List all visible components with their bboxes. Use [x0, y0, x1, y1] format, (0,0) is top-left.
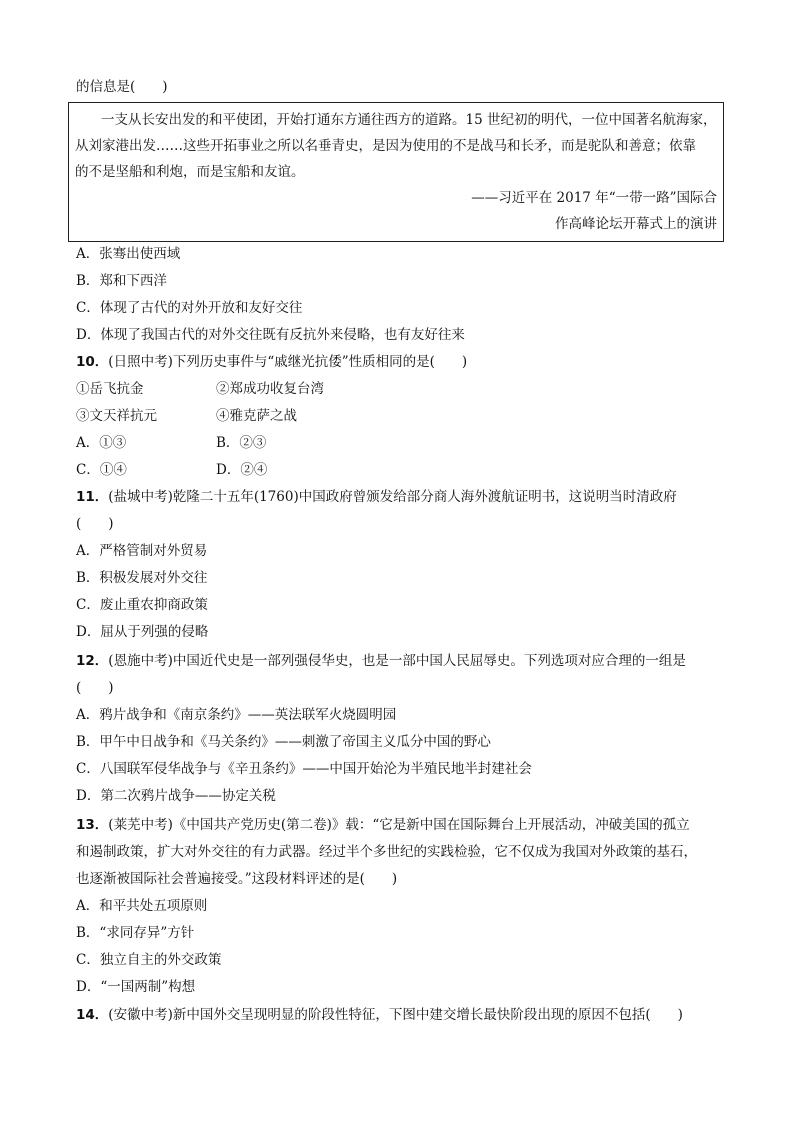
q13-option-a: A．和平共处五项原则: [76, 898, 208, 914]
q10-item-3: ③文天祥抗元: [76, 408, 157, 424]
q9-option-d: D．体现了我国古代的对外交往既有反抗外来侵略，也有友好往来: [76, 327, 465, 343]
q10-item-4: ④雅克萨之战: [216, 408, 297, 424]
q13-option-c: C．独立自主的外交政策: [76, 952, 222, 968]
q13-stem-3: 也逐渐被国际社会普遍接受。”这段材料评述的是( ): [76, 871, 398, 887]
q10-items-row-1: [76, 380, 144, 398]
q9-option-a: A．张骞出使西域: [76, 246, 181, 262]
q10-item-1: ①岳飞抗金: [76, 381, 144, 397]
q9-option-c: C．体现了古代的对外开放和友好交往: [76, 300, 303, 316]
q14-stem-text: (安徽中考)新中国外交呈现明显的阶段性特征，下图中建交增长最快阶段出现的原因不包括( ): [108, 1007, 683, 1023]
q12-option-c: C．八国联军侵华战争与《辛丑条约》——中国开始沦为半殖民地半封建社会: [76, 761, 532, 777]
q10-option-d: D．②④: [216, 462, 268, 478]
quote-source-2: 作高峰论坛开幕式上的演讲: [555, 216, 717, 232]
q12-stem-text: (恩施中考)中国近代史是一部列强侵华史，也是一部中国人民屈辱史。下列选项对应合理的一组是: [108, 653, 686, 669]
q10-number: 10．: [76, 354, 109, 370]
q10-item-2: ②郑成功收复台湾: [216, 381, 324, 397]
q10-option-c: C．①④: [76, 462, 127, 478]
q13-stem: [76, 816, 690, 834]
quote-source-1: ——习近平在 2017 年“一带一路”国际合: [471, 190, 717, 206]
question-9-stem-tail: 的信息是( ): [76, 79, 168, 95]
q12-option-a: A．鸦片战争和《南京条约》——英法联军火烧圆明园: [76, 707, 397, 723]
q10-stem: [76, 353, 467, 371]
q13-option-d: D．“一国两制”构想: [76, 979, 196, 995]
q12-option-b: B．甲午中日战争和《马关条约》——刺激了帝国主义瓜分中国的野心: [76, 734, 491, 750]
quote-box: [68, 102, 724, 242]
q10-stem-text: (日照中考)下列历史事件与“戚继光抗倭”性质相同的是( ): [108, 354, 468, 370]
q13-number: 13．: [76, 817, 109, 833]
q11-option-c: C．废止重农抑商政策: [76, 597, 208, 613]
q9-option-b: B．郑和下西洋: [76, 273, 167, 289]
q11-option-d: D．屈从于列强的侵略: [76, 624, 209, 640]
q11-option-a: A．严格管制对外贸易: [76, 543, 208, 559]
q14-number: 14．: [76, 1007, 109, 1023]
q10-option-b: B．②③: [216, 435, 267, 451]
q10-option-a: A．①③: [76, 435, 127, 451]
q11-option-b: B．积极发展对外交往: [76, 570, 208, 586]
q13-stem-text: (莱芜中考)《中国共产党历史(第二卷)》载：“它是新中国在国际舞台上开展活动，冲破美国的孤立: [108, 817, 690, 833]
q12-stem: [76, 652, 686, 670]
q12-number: 12．: [76, 653, 109, 669]
q12-option-d: D．第二次鸦片战争——协定关税: [76, 788, 276, 804]
q14-stem: [76, 1006, 683, 1024]
q11-number: 11．: [76, 489, 109, 505]
q13-stem-2: 和遏制政策，扩大对外交往的有力武器。经过半个多世纪的实践检验，它不仅成为我国对外政策的基石，: [76, 844, 697, 860]
q13-option-b: B．“求同存异”方针: [76, 925, 195, 941]
quote-line-2: 从刘家港出发……这些开拓事业之所以名垂青史，是因为使用的不是战马和长矛，而是驼队和善意；依靠: [75, 138, 696, 154]
q11-stem-2: ( ): [76, 516, 114, 532]
quote-line-1: 一支从长安出发的和平使团，开始打通东方通往西方的道路。15 世纪初的明代，一位中国著名航海家，: [101, 112, 717, 128]
quote-line-3: 的不是坚船和利炮，而是宝船和友谊。: [75, 164, 305, 180]
q12-stem-2: ( ): [76, 680, 114, 696]
q11-stem: [76, 488, 677, 506]
q11-stem-text: (盐城中考)乾隆二十五年(1760)中国政府曾颁发给部分商人海外渡航证明书，这说明当时清政府: [108, 489, 677, 505]
